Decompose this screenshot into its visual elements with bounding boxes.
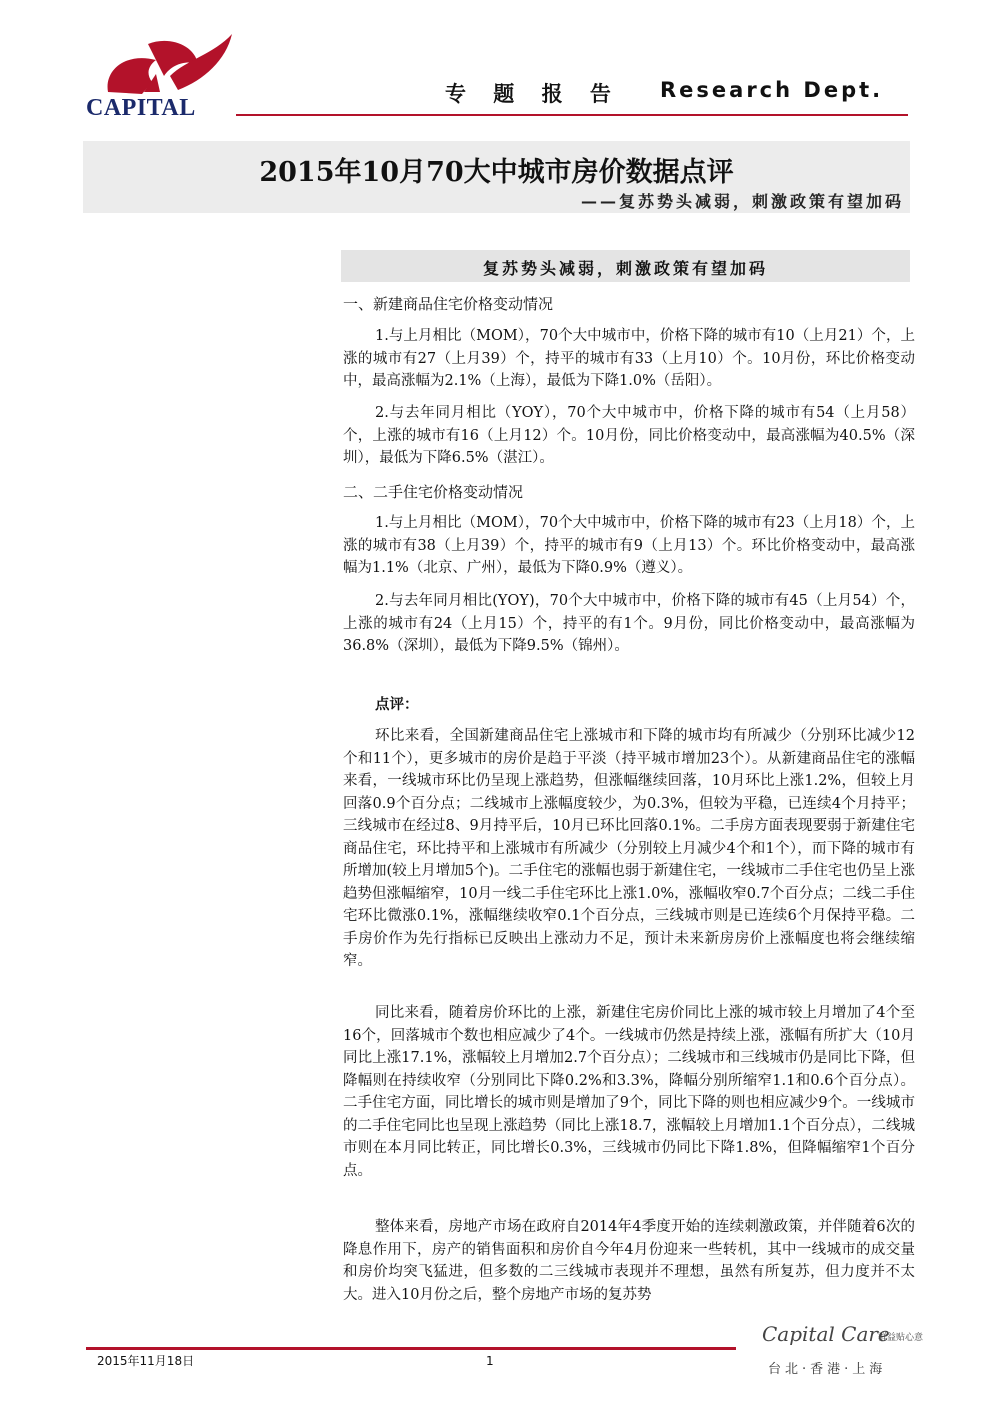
header-dept: Research Dept. [660,78,884,102]
paragraph-new-mom: 1.与上月相比（MOM），70个大中城市中，价格下降的城市有10（上月21）个，上涨的城市有27（上月39）个，持平的城市有33（上月10）个。10月份，环比价格变动中，最高涨幅为2.1%（上海），最低为下降1.0%（岳阳）。 [343,328,915,389]
report-title: 2015年10月70大中城市房价数据点评 [259,157,734,188]
heading-second-hand: 二、二手住宅价格变动情况 [343,483,524,501]
comment-paragraph-mom: 环比来看，全国新建商品住宅上涨城市和下降的城市均有所减少（分别环比减少12个和11个），更多城市的房价是趋于平淡（持平城市增加23个）。从新建商品住宅的涨幅来看，一线城市环比仍呈现上涨趋势，但涨幅继续回落，10月环比上涨1.2%，但较上月回落0.9个百分点；二线城市上涨幅度较少，为0.3%，但较为平稳，已连续4个月持平；三线城市在经过8、9月持平后，10月已环比回落0.1%。二手房方面表现要弱于新建住宅商品住宅，环比持平和上涨城市有所减少（分别较上月减少4个和1个），而下降的城市有所增加(较上月增加5个)。二手住宅的涨幅也弱于新建住宅，一线城市二手住宅也仍呈上涨趋势但涨幅缩窄，10月一线二手住宅环比上涨1.0%，涨幅收窄0.7个百分点；二线二手住宅环比微涨0.1%，涨幅继续收窄0.1个百分点，三线城市则是已连续6个月保持平稳。二手房价作为先行指标已反映出上涨动力不足，预计未来新房房价上涨幅度也将会继续缩窄。 [343,728,915,969]
footer-brand-tagline: 群益贴心意 [878,1333,924,1343]
page-number: 1 [486,1354,494,1368]
footer-date: 2015年11月18日 [97,1354,195,1368]
paragraph-second-yoy: 2.与去年同月相比(YOY)，70个大中城市中，价格下降的城市有45（上月54）个，上涨的城市有24（上月15）个，持平的有1个。9月份，同比价格变动中，最高涨幅为36.8%（深圳），最低为下降9.5%（锦州）。 [343,593,915,654]
section-title: 复苏势头减弱，刺激政策有望加码 [482,259,768,278]
comment-paragraph-yoy: 同比来看，随着房价环比的上涨，新建住宅房价同比上涨的城市较上月增加了4个至16个，回落城市个数也相应减少了4个。一线城市仍然是持续上涨，涨幅有所扩大（10月同比上涨17.1%，涨幅较上月增加2.7个百分点）；二线城市和三线城市仍是同比下降，但降幅则在持续收窄（分别同比下降0.2%和3.3%，降幅分别所缩窄1.1和0.6个百分点）。二手住宅方面，同比增长的城市则是增加了9个，同比下降的则也相应减少9个。一线城市的二手住宅同比也呈现上涨趋势（同比上涨18.7，涨幅较上月增加1.1个百分点），二线城市则在本月同比转正，同比增长0.3%，三线城市仍同比下降1.8%，但降幅缩窄1个百分点。 [343,1005,915,1179]
footer-divider [86,1347,736,1350]
footer-cities: 台北·香港·上海 [768,1362,887,1377]
footer-brand-logo: Capital Care [762,1322,890,1346]
logo-text: CAPITAL [86,95,196,121]
paragraph-new-yoy: 2.与去年同月相比（YOY），70个大中城市中，价格下降的城市有54（上月58）个，上涨的城市有16（上月12）个。10月份，同比价格变动中，最高涨幅为40.5%（深圳），最低为下降6.5%（湛江）。 [343,405,915,466]
heading-new-housing: 一、新建商品住宅价格变动情况 [343,295,554,313]
comment-paragraph-overall: 整体来看，房地产市场在政府自2014年4季度开始的连续刺激政策，并伴随着6次的降息作用下，房产的销售面积和房价自今年4月份迎来一些转机，其中一线城市的成交量和房价均突飞猛进，但多数的二三线城市表现并不理想，虽然有所复苏，但力度并不太大。进入10月份之后，整个房地产市场的复苏势 [343,1219,915,1303]
comment-label-row [343,694,915,717]
header-title: 专 题 报 告 [445,82,621,106]
header-divider [236,114,908,116]
report-subtitle: ——复苏势头减弱，刺激政策有望加码 [580,192,904,211]
comment-label: 点评： [375,697,419,713]
paragraph-second-mom: 1.与上月相比（MOM），70个大中城市中，价格下降的城市有23（上月18）个，上涨的城市有38（上月39）个，持平的城市有9（上月13）个。环比价格变动中，最高涨幅为1.1%（北京、广州），最低为下降0.9%（遵义）。 [343,515,915,576]
